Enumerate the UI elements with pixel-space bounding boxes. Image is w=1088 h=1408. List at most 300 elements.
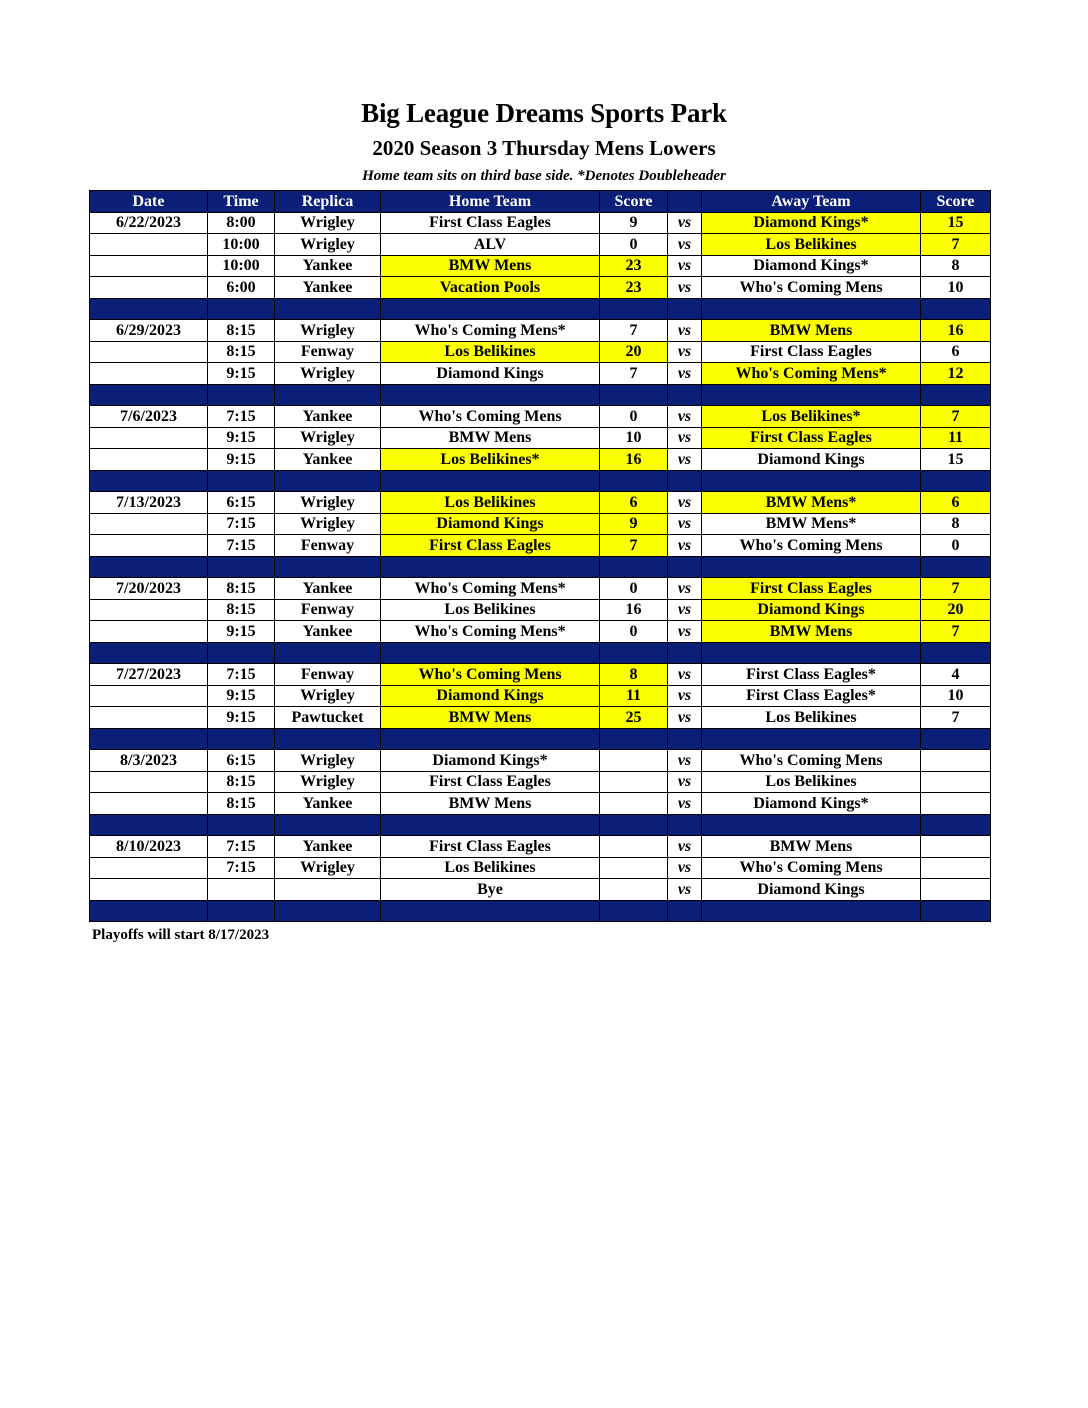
col-header-replica: Replica — [275, 191, 381, 213]
game-row — [90, 707, 991, 729]
home-score-cell: 23 — [600, 277, 668, 299]
home-score-cell: 7 — [600, 320, 668, 342]
replica-cell: Fenway — [275, 599, 381, 621]
home-score-cell: 0 — [600, 621, 668, 643]
away-team-cell: Who's Coming Mens — [702, 857, 921, 879]
col-header-home-score: Score — [600, 191, 668, 213]
date-cell — [90, 277, 208, 299]
separator-cell — [702, 728, 921, 750]
game-row — [90, 277, 991, 299]
home-team-cell: First Class Eagles — [381, 535, 600, 557]
home-team-cell: Who's Coming Mens* — [381, 578, 600, 600]
date-cell — [90, 771, 208, 793]
date-cell — [90, 363, 208, 385]
away-team-cell: BMW Mens — [702, 320, 921, 342]
separator-cell — [208, 384, 275, 406]
separator-cell — [208, 470, 275, 492]
separator-cell — [921, 556, 991, 578]
separator-cell — [702, 642, 921, 664]
separator-cell — [702, 814, 921, 836]
game-row — [90, 879, 991, 901]
away-score-cell: 0 — [921, 535, 991, 557]
home-score-cell: 20 — [600, 341, 668, 363]
separator-cell — [921, 384, 991, 406]
replica-cell: Fenway — [275, 341, 381, 363]
separator-cell — [381, 814, 600, 836]
home-team-cell: First Class Eagles — [381, 212, 600, 234]
game-row — [90, 578, 991, 600]
week-separator-row — [90, 470, 991, 492]
separator-cell — [208, 298, 275, 320]
date-cell — [90, 513, 208, 535]
vs-cell: vs — [668, 212, 702, 234]
time-cell: 6:15 — [208, 492, 275, 514]
game-row — [90, 836, 991, 858]
vs-cell: vs — [668, 234, 702, 256]
away-team-cell: Diamond Kings* — [702, 212, 921, 234]
time-cell: 7:15 — [208, 857, 275, 879]
separator-cell — [381, 384, 600, 406]
home-team-cell: BMW Mens — [381, 255, 600, 277]
game-row — [90, 255, 991, 277]
home-score-cell: 10 — [600, 427, 668, 449]
separator-cell — [702, 556, 921, 578]
col-header-time: Time — [208, 191, 275, 213]
away-score-cell: 16 — [921, 320, 991, 342]
home-score-cell: 16 — [600, 449, 668, 471]
home-team-cell: Diamond Kings — [381, 513, 600, 535]
home-score-cell: 25 — [600, 707, 668, 729]
week-separator-row — [90, 556, 991, 578]
away-score-cell: 8 — [921, 255, 991, 277]
separator-cell — [600, 384, 668, 406]
home-score-cell: 16 — [600, 599, 668, 621]
away-score-cell — [921, 750, 991, 772]
page-title: Big League Dreams Sports Park — [361, 98, 727, 128]
vs-cell: vs — [668, 793, 702, 815]
away-team-cell: Who's Coming Mens — [702, 277, 921, 299]
date-cell — [90, 707, 208, 729]
home-team-cell: BMW Mens — [381, 793, 600, 815]
separator-cell — [702, 298, 921, 320]
away-team-cell: First Class Eagles* — [702, 664, 921, 686]
time-cell: 8:15 — [208, 599, 275, 621]
replica-cell: Wrigley — [275, 513, 381, 535]
col-header-vs — [668, 191, 702, 213]
time-cell: 10:00 — [208, 234, 275, 256]
vs-cell: vs — [668, 492, 702, 514]
separator-cell — [921, 470, 991, 492]
separator-cell — [668, 384, 702, 406]
home-team-cell: First Class Eagles — [381, 836, 600, 858]
away-team-cell: Who's Coming Mens — [702, 535, 921, 557]
separator-cell — [90, 470, 208, 492]
separator-cell — [208, 642, 275, 664]
home-score-cell — [600, 771, 668, 793]
home-score-cell: 7 — [600, 363, 668, 385]
separator-cell — [90, 900, 208, 922]
away-score-cell: 7 — [921, 578, 991, 600]
game-row — [90, 212, 991, 234]
time-cell: 8:15 — [208, 793, 275, 815]
away-team-cell: First Class Eagles* — [702, 685, 921, 707]
home-team-cell: Who's Coming Mens* — [381, 621, 600, 643]
date-cell — [90, 599, 208, 621]
col-header-away-score: Score — [921, 191, 991, 213]
separator-cell — [90, 728, 208, 750]
vs-cell: vs — [668, 255, 702, 277]
away-score-cell: 15 — [921, 212, 991, 234]
time-cell: 9:15 — [208, 363, 275, 385]
home-score-cell: 9 — [600, 212, 668, 234]
separator-cell — [668, 814, 702, 836]
separator-cell — [668, 642, 702, 664]
away-score-cell: 7 — [921, 707, 991, 729]
away-score-cell: 8 — [921, 513, 991, 535]
separator-cell — [275, 900, 381, 922]
vs-cell: vs — [668, 707, 702, 729]
vs-cell: vs — [668, 771, 702, 793]
date-cell — [90, 449, 208, 471]
date-cell: 7/27/2023 — [90, 664, 208, 686]
date-cell: 7/13/2023 — [90, 492, 208, 514]
vs-cell: vs — [668, 836, 702, 858]
home-score-cell — [600, 857, 668, 879]
home-team-cell: Los Belikines — [381, 341, 600, 363]
vs-cell: vs — [668, 320, 702, 342]
game-row — [90, 599, 991, 621]
replica-cell: Yankee — [275, 449, 381, 471]
separator-cell — [90, 384, 208, 406]
week-separator-row — [90, 728, 991, 750]
home-score-cell: 11 — [600, 685, 668, 707]
time-cell: 7:15 — [208, 836, 275, 858]
separator-cell — [600, 470, 668, 492]
date-cell: 8/3/2023 — [90, 750, 208, 772]
vs-cell: vs — [668, 277, 702, 299]
vs-cell: vs — [668, 406, 702, 428]
home-team-cell: Diamond Kings — [381, 685, 600, 707]
time-cell: 6:15 — [208, 750, 275, 772]
away-score-cell — [921, 836, 991, 858]
time-cell: 8:15 — [208, 320, 275, 342]
away-score-cell: 10 — [921, 685, 991, 707]
table-header-row — [90, 191, 991, 213]
replica-cell: Yankee — [275, 406, 381, 428]
replica-cell: Yankee — [275, 836, 381, 858]
replica-cell: Wrigley — [275, 771, 381, 793]
separator-cell — [600, 642, 668, 664]
vs-cell: vs — [668, 685, 702, 707]
separator-cell — [702, 470, 921, 492]
schedule-body — [90, 212, 991, 922]
away-score-cell — [921, 857, 991, 879]
home-team-cell: Who's Coming Mens — [381, 406, 600, 428]
away-team-cell: Diamond Kings — [702, 879, 921, 901]
home-team-cell: Bye — [381, 879, 600, 901]
replica-cell: Yankee — [275, 255, 381, 277]
date-cell: 6/29/2023 — [90, 320, 208, 342]
week-separator-row — [90, 642, 991, 664]
date-cell — [90, 793, 208, 815]
vs-cell: vs — [668, 621, 702, 643]
away-team-cell: Who's Coming Mens* — [702, 363, 921, 385]
home-score-cell: 0 — [600, 406, 668, 428]
date-cell — [90, 234, 208, 256]
separator-cell — [600, 900, 668, 922]
away-score-cell: 7 — [921, 621, 991, 643]
home-team-cell: Los Belikines* — [381, 449, 600, 471]
away-score-cell: 4 — [921, 664, 991, 686]
time-cell: 7:15 — [208, 406, 275, 428]
separator-cell — [275, 384, 381, 406]
home-score-cell: 7 — [600, 535, 668, 557]
separator-cell — [600, 814, 668, 836]
date-cell: 8/10/2023 — [90, 836, 208, 858]
vs-cell: vs — [668, 513, 702, 535]
away-team-cell: Los Belikines — [702, 234, 921, 256]
separator-cell — [381, 642, 600, 664]
time-cell: 9:15 — [208, 427, 275, 449]
vs-cell: vs — [668, 664, 702, 686]
home-score-cell — [600, 879, 668, 901]
time-cell: 9:15 — [208, 449, 275, 471]
schedule-note: Home team sits on third base side. *Denotes Doubleheader — [362, 168, 726, 184]
game-row — [90, 341, 991, 363]
away-team-cell: Los Belikines* — [702, 406, 921, 428]
separator-cell — [275, 642, 381, 664]
home-team-cell: Los Belikines — [381, 599, 600, 621]
date-cell — [90, 621, 208, 643]
separator-cell — [668, 556, 702, 578]
date-cell: 7/20/2023 — [90, 578, 208, 600]
separator-cell — [668, 470, 702, 492]
away-team-cell: Diamond Kings* — [702, 255, 921, 277]
game-row — [90, 793, 991, 815]
time-cell — [208, 879, 275, 901]
away-score-cell — [921, 771, 991, 793]
replica-cell: Yankee — [275, 793, 381, 815]
vs-cell: vs — [668, 857, 702, 879]
home-score-cell: 9 — [600, 513, 668, 535]
replica-cell: Yankee — [275, 277, 381, 299]
home-score-cell: 0 — [600, 578, 668, 600]
separator-cell — [600, 298, 668, 320]
replica-cell: Wrigley — [275, 857, 381, 879]
separator-cell — [702, 384, 921, 406]
separator-cell — [208, 814, 275, 836]
separator-cell — [921, 900, 991, 922]
away-team-cell: BMW Mens* — [702, 513, 921, 535]
home-score-cell: 23 — [600, 255, 668, 277]
col-header-date: Date — [90, 191, 208, 213]
home-score-cell: 6 — [600, 492, 668, 514]
separator-cell — [275, 298, 381, 320]
replica-cell: Pawtucket — [275, 707, 381, 729]
separator-cell — [381, 298, 600, 320]
replica-cell: Fenway — [275, 664, 381, 686]
game-row — [90, 320, 991, 342]
separator-cell — [921, 642, 991, 664]
separator-cell — [381, 556, 600, 578]
time-cell: 8:00 — [208, 212, 275, 234]
game-row — [90, 771, 991, 793]
home-score-cell — [600, 750, 668, 772]
time-cell: 8:15 — [208, 578, 275, 600]
away-score-cell: 11 — [921, 427, 991, 449]
separator-cell — [275, 728, 381, 750]
game-row — [90, 427, 991, 449]
separator-cell — [90, 814, 208, 836]
away-team-cell: First Class Eagles — [702, 427, 921, 449]
playoffs-note: Playoffs will start 8/17/2023 — [92, 927, 270, 943]
away-team-cell: Diamond Kings* — [702, 793, 921, 815]
separator-cell — [90, 642, 208, 664]
time-cell: 9:15 — [208, 707, 275, 729]
home-team-cell: Los Belikines — [381, 857, 600, 879]
col-header-away-team: Away Team — [702, 191, 921, 213]
week-separator-row — [90, 298, 991, 320]
away-team-cell: Los Belikines — [702, 771, 921, 793]
separator-cell — [600, 556, 668, 578]
away-team-cell: Diamond Kings — [702, 449, 921, 471]
time-cell: 8:15 — [208, 341, 275, 363]
replica-cell: Wrigley — [275, 750, 381, 772]
away-score-cell: 10 — [921, 277, 991, 299]
time-cell: 9:15 — [208, 685, 275, 707]
home-team-cell: Who's Coming Mens* — [381, 320, 600, 342]
replica-cell: Wrigley — [275, 492, 381, 514]
date-cell — [90, 857, 208, 879]
page-subtitle: 2020 Season 3 Thursday Mens Lowers — [372, 136, 716, 160]
home-score-cell: 0 — [600, 234, 668, 256]
game-row — [90, 664, 991, 686]
replica-cell — [275, 879, 381, 901]
date-cell — [90, 879, 208, 901]
replica-cell: Wrigley — [275, 685, 381, 707]
separator-cell — [90, 298, 208, 320]
home-team-cell: Diamond Kings — [381, 363, 600, 385]
date-cell — [90, 341, 208, 363]
separator-cell — [921, 814, 991, 836]
away-score-cell: 7 — [921, 234, 991, 256]
game-row — [90, 857, 991, 879]
game-row — [90, 363, 991, 385]
home-team-cell: BMW Mens — [381, 427, 600, 449]
time-cell: 7:15 — [208, 513, 275, 535]
away-team-cell: BMW Mens — [702, 836, 921, 858]
separator-cell — [208, 556, 275, 578]
game-row — [90, 513, 991, 535]
game-row — [90, 234, 991, 256]
time-cell: 8:15 — [208, 771, 275, 793]
away-score-cell: 7 — [921, 406, 991, 428]
game-row — [90, 406, 991, 428]
col-header-home-team: Home Team — [381, 191, 600, 213]
home-score-cell — [600, 836, 668, 858]
date-cell — [90, 427, 208, 449]
replica-cell: Wrigley — [275, 363, 381, 385]
separator-cell — [381, 728, 600, 750]
away-team-cell: BMW Mens* — [702, 492, 921, 514]
replica-cell: Wrigley — [275, 320, 381, 342]
home-team-cell: First Class Eagles — [381, 771, 600, 793]
separator-cell — [668, 900, 702, 922]
separator-cell — [921, 728, 991, 750]
separator-cell — [600, 728, 668, 750]
time-cell: 7:15 — [208, 664, 275, 686]
separator-cell — [208, 728, 275, 750]
game-row — [90, 621, 991, 643]
date-cell — [90, 255, 208, 277]
replica-cell: Wrigley — [275, 212, 381, 234]
week-separator-row — [90, 384, 991, 406]
replica-cell: Wrigley — [275, 234, 381, 256]
separator-cell — [702, 900, 921, 922]
vs-cell: vs — [668, 578, 702, 600]
away-score-cell: 12 — [921, 363, 991, 385]
game-row — [90, 492, 991, 514]
replica-cell: Yankee — [275, 621, 381, 643]
home-score-cell — [600, 793, 668, 815]
separator-cell — [275, 556, 381, 578]
vs-cell: vs — [668, 341, 702, 363]
home-team-cell: Who's Coming Mens — [381, 664, 600, 686]
replica-cell: Fenway — [275, 535, 381, 557]
week-separator-row — [90, 814, 991, 836]
home-score-cell: 8 — [600, 664, 668, 686]
away-score-cell: 20 — [921, 599, 991, 621]
home-team-cell: ALV — [381, 234, 600, 256]
vs-cell: vs — [668, 427, 702, 449]
separator-cell — [668, 728, 702, 750]
replica-cell: Wrigley — [275, 427, 381, 449]
away-score-cell — [921, 793, 991, 815]
vs-cell: vs — [668, 535, 702, 557]
away-team-cell: Diamond Kings — [702, 599, 921, 621]
away-team-cell: First Class Eagles — [702, 578, 921, 600]
vs-cell: vs — [668, 363, 702, 385]
separator-cell — [275, 814, 381, 836]
away-score-cell: 6 — [921, 341, 991, 363]
date-cell: 7/6/2023 — [90, 406, 208, 428]
away-team-cell: Who's Coming Mens — [702, 750, 921, 772]
home-team-cell: Diamond Kings* — [381, 750, 600, 772]
game-row — [90, 535, 991, 557]
away-team-cell: First Class Eagles — [702, 341, 921, 363]
date-cell — [90, 535, 208, 557]
week-separator-row — [90, 900, 991, 922]
time-cell: 6:00 — [208, 277, 275, 299]
vs-cell: vs — [668, 599, 702, 621]
home-team-cell: Vacation Pools — [381, 277, 600, 299]
vs-cell: vs — [668, 449, 702, 471]
vs-cell: vs — [668, 750, 702, 772]
vs-cell: vs — [668, 879, 702, 901]
time-cell: 10:00 — [208, 255, 275, 277]
date-cell: 6/22/2023 — [90, 212, 208, 234]
separator-cell — [921, 298, 991, 320]
separator-cell — [208, 900, 275, 922]
separator-cell — [381, 470, 600, 492]
away-score-cell: 6 — [921, 492, 991, 514]
date-cell — [90, 685, 208, 707]
replica-cell: Yankee — [275, 578, 381, 600]
separator-cell — [275, 470, 381, 492]
away-score-cell — [921, 879, 991, 901]
separator-cell — [90, 556, 208, 578]
schedule-table — [89, 190, 991, 922]
